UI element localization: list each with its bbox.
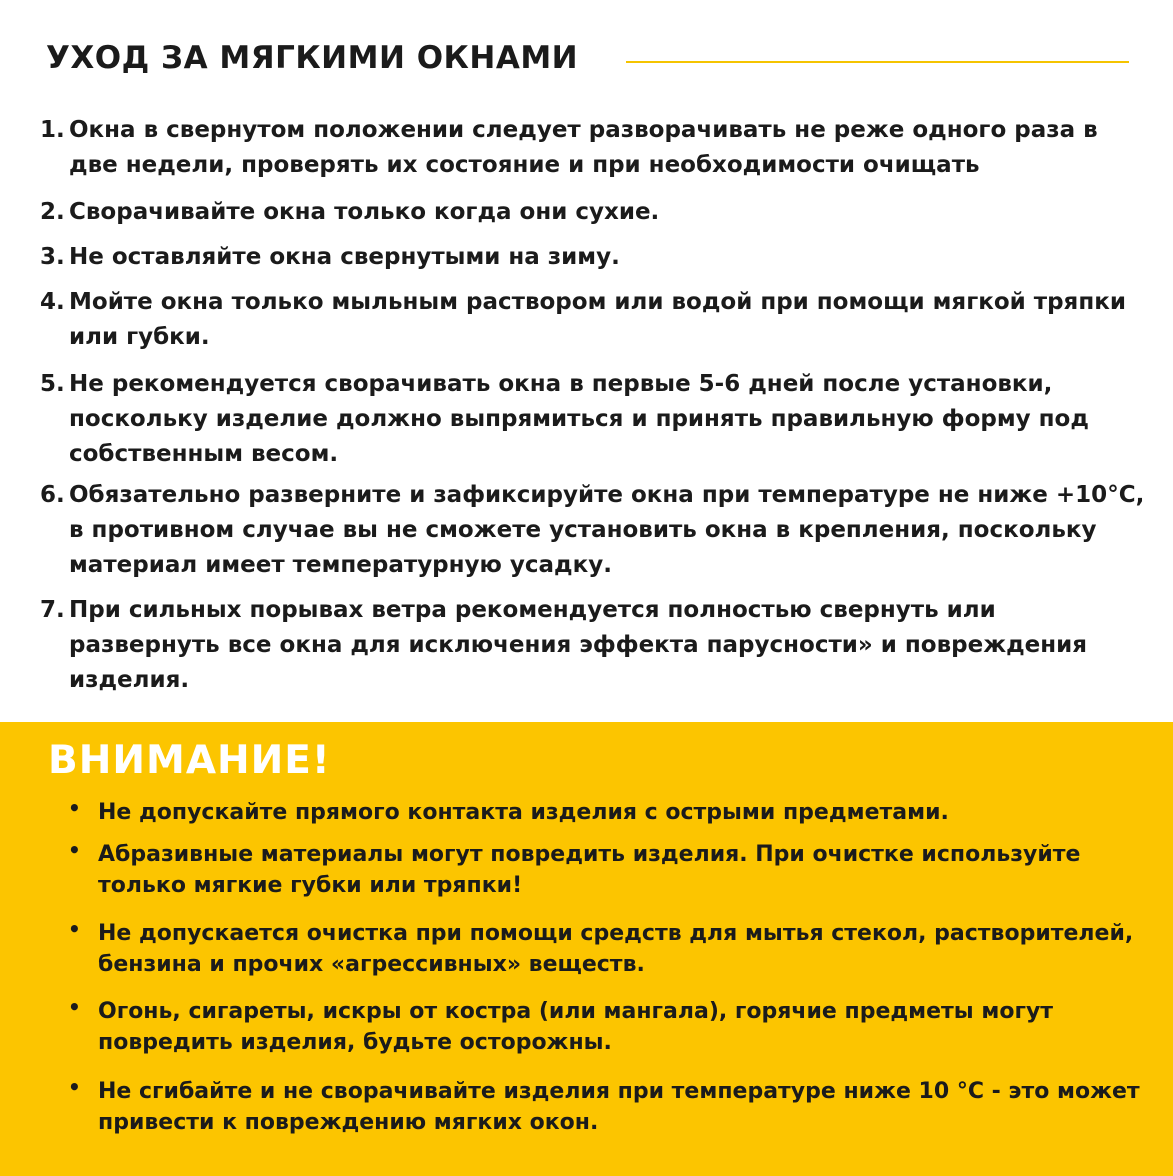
step-text: Не рекомендуется сворачивать окна в первые 5-6 дней после установки, поскольку изделие должно выпрямиться и принять правильную форму под собственным весом.	[69, 371, 1089, 467]
bullet-icon: •	[68, 917, 81, 941]
care-title: УХОД ЗА МЯГКИМИ ОКНАМИ	[46, 40, 579, 76]
care-step	[40, 367, 1150, 472]
step-number: 7.	[40, 597, 65, 623]
warning-text: Огонь, сигареты, искры от костра (или мангала), горячие предметы могут повредить изделия, будьте осторожны.	[98, 999, 1054, 1055]
warning-title: ВНИМАНИЕ!	[48, 738, 331, 783]
step-text: Не оставляйте окна свернутыми на зиму.	[69, 244, 620, 270]
warning-text: Не допускается очистка при помощи средств для мытья стекол, растворителей, бензина и прочих «агрессивных» веществ.	[98, 921, 1134, 977]
step-number: 2.	[40, 199, 65, 225]
bullet-icon: •	[68, 838, 81, 862]
step-number: 5.	[40, 371, 65, 397]
step-text: Окна в свернутом положении следует разворачивать не реже одного раза в две недели, проверять их состояние и при необходимости очищать	[69, 117, 1098, 178]
bullet-icon: •	[68, 796, 81, 820]
warning-item	[68, 839, 1148, 901]
warning-item	[68, 1076, 1148, 1138]
warning-text: Не допускайте прямого контакта изделия с острыми предметами.	[98, 800, 949, 825]
warning-item	[68, 918, 1148, 980]
step-text: Сворачивайте окна только когда они сухие.	[69, 199, 660, 225]
step-number: 3.	[40, 244, 65, 270]
care-step	[40, 240, 1150, 275]
step-text: Мойте окна только мыльным раствором или водой при помощи мягкой тряпки или губки.	[69, 289, 1126, 350]
warning-section	[0, 722, 1173, 1176]
care-step	[40, 593, 1150, 698]
step-number: 6.	[40, 482, 65, 508]
warning-item	[68, 797, 1148, 828]
step-number: 1.	[40, 117, 65, 143]
care-step	[40, 113, 1150, 183]
care-step	[40, 478, 1150, 583]
warning-item	[68, 996, 1148, 1058]
step-text: Обязательно разверните и зафиксируйте окна при температуре не ниже +10°C, в противном случае вы не сможете установить окна в крепления, поскольку материал имеет температурную усадку.	[69, 482, 1145, 578]
step-text: При сильных порывах ветра рекомендуется полностью свернуть или развернуть все окна для исключения эффекта парусности» и повреждения изделия.	[69, 597, 1088, 693]
bullet-icon: •	[68, 995, 81, 1019]
bullet-icon: •	[68, 1075, 81, 1099]
warning-text: Не сгибайте и не сворачивайте изделия при температуре ниже 10 °C - это может привести к повреждению мягких окон.	[98, 1079, 1140, 1135]
care-step	[40, 195, 1150, 230]
step-number: 4.	[40, 289, 65, 315]
warning-text: Абразивные материалы могут повредить изделия. При очистке используйте только мягкие губки или тряпки!	[98, 842, 1081, 898]
title-divider	[626, 61, 1129, 63]
care-step	[40, 285, 1150, 355]
